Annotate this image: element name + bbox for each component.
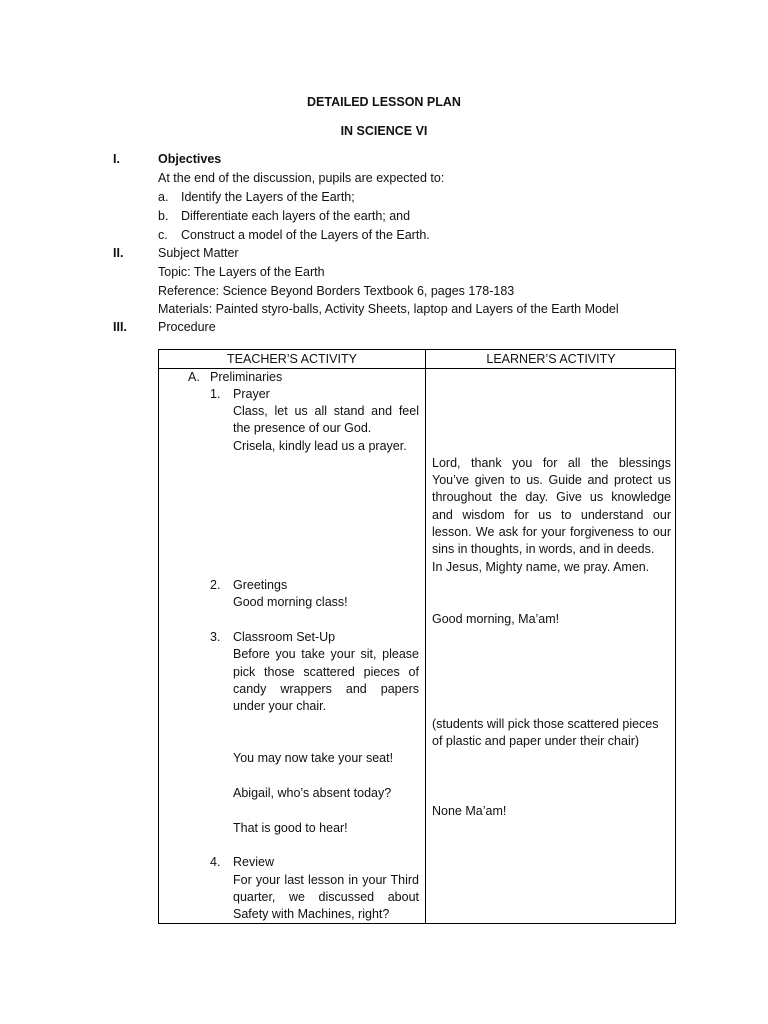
section-numeral-objectives: I.	[113, 152, 120, 166]
objective-item-b: Differentiate each layers of the earth; and	[181, 209, 411, 223]
document-title: DETAILED LESSON PLAN	[307, 95, 461, 109]
document-subtitle: IN SCIENCE VI	[340, 124, 428, 138]
setup-label: Classroom Set-Up	[233, 630, 336, 644]
section-heading-subject-matter: Subject Matter	[158, 246, 239, 260]
greetings-label: Greetings	[233, 578, 288, 592]
review-line: quarter, we discussed about	[233, 890, 419, 904]
learner-prayer-line: lesson. We ask for your forgiveness to our	[432, 525, 671, 539]
learner-prayer-line: Lord, thank you for all the blessings	[432, 456, 671, 470]
teacher-seat-line: You may now take your seat!	[233, 751, 394, 765]
review-line: For your last lesson in your Third	[233, 873, 419, 887]
preliminaries-label: Preliminaries	[210, 370, 283, 384]
section-heading-procedure: Procedure	[158, 320, 216, 334]
objective-item-a: Identify the Layers of the Earth;	[181, 190, 355, 204]
prayer-line: the presence of our God.	[233, 421, 372, 435]
objective-marker-a: a.	[158, 190, 169, 204]
section-numeral-procedure: III.	[113, 320, 127, 334]
objective-marker-b: b.	[158, 209, 169, 223]
greetings-line: Good morning class!	[233, 595, 348, 609]
preliminaries-marker: A.	[188, 370, 200, 384]
learner-none-line: None Ma’am!	[432, 804, 507, 818]
greetings-marker: 2.	[210, 578, 221, 592]
learner-pick-line: (students will pick those scattered pieces	[432, 717, 659, 731]
review-marker: 4.	[210, 855, 221, 869]
teacher-absent-line: Abigail, who’s absent today?	[233, 786, 392, 800]
teacher-good-line: That is good to hear!	[233, 821, 348, 835]
learner-pick-line: of plastic and paper under their chair)	[432, 734, 640, 748]
learner-prayer-line: In Jesus, Mighty name, we pray. Amen.	[432, 560, 650, 574]
subject-topic: Topic: The Layers of the Earth	[158, 265, 325, 279]
learner-prayer-line: throughout the day. Give us knowledge	[432, 490, 671, 504]
setup-marker: 3.	[210, 630, 221, 644]
table-header-teacher: TEACHER’S ACTIVITY	[227, 352, 357, 366]
setup-line: pick those scattered pieces of	[233, 665, 419, 679]
subject-materials: Materials: Painted styro-balls, Activity Sheets, laptop and Layers of the Earth Model	[158, 302, 619, 316]
objective-item-c: Construct a model of the Layers of the Earth.	[181, 228, 430, 242]
section-numeral-subject-matter: II.	[113, 246, 124, 260]
learner-prayer-line: You’ve given to us. Guide and protect us	[432, 473, 671, 487]
review-label: Review	[233, 855, 274, 869]
learner-prayer-line: sins in thoughts, in words, and in deeds.	[432, 542, 655, 556]
subject-reference: Reference: Science Beyond Borders Textbook 6, pages 178-183	[158, 284, 515, 298]
table-header-learner: LEARNER’S ACTIVITY	[486, 352, 616, 366]
prayer-line: Crisela, kindly lead us a prayer.	[233, 439, 407, 453]
setup-line: candy wrappers and papers	[233, 682, 419, 696]
prayer-marker: 1.	[210, 387, 221, 401]
learner-greeting-line: Good morning, Ma’am!	[432, 612, 560, 626]
learner-prayer-line: and wisdom for us to understand our	[432, 508, 671, 522]
setup-line: Before you take your sit, please	[233, 647, 419, 661]
objective-marker-c: c.	[158, 228, 168, 242]
review-line: Safety with Machines, right?	[233, 907, 390, 921]
setup-line: under your chair.	[233, 699, 327, 713]
table-column-divider	[425, 350, 426, 923]
section-heading-objectives: Objectives	[158, 152, 222, 166]
objectives-intro: At the end of the discussion, pupils are expected to:	[158, 171, 445, 185]
prayer-line: Class, let us all stand and feel	[233, 404, 419, 418]
prayer-label: Prayer	[233, 387, 270, 401]
